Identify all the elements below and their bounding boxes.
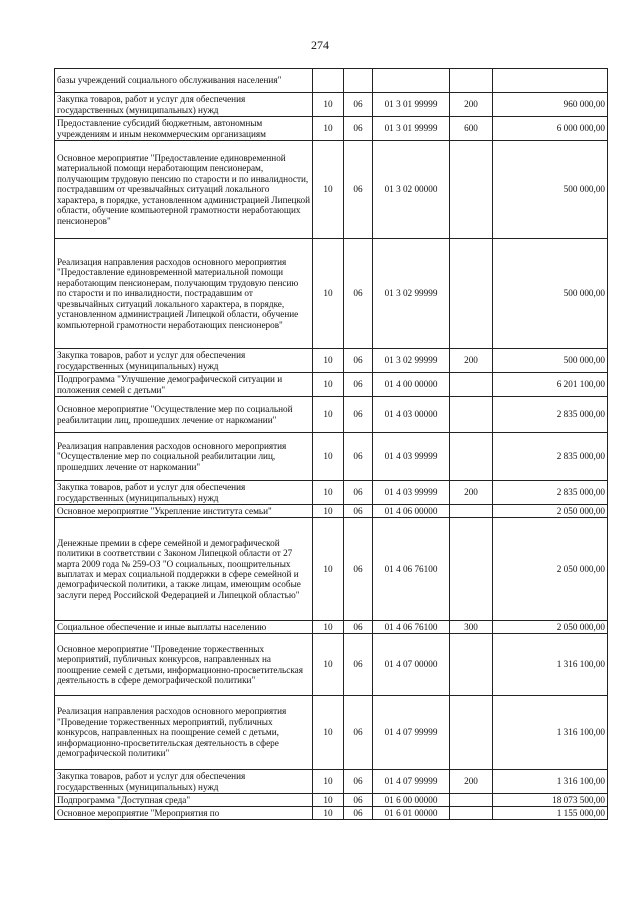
row-subsection-code: 06 xyxy=(344,373,373,397)
row-amount: 18 073 500,00 xyxy=(493,794,608,807)
row-subsection-code: 06 xyxy=(344,807,373,820)
table-row xyxy=(55,518,608,621)
row-expense-type xyxy=(450,69,493,93)
row-expense-type xyxy=(450,141,493,239)
row-amount: 500 000,00 xyxy=(493,239,608,349)
row-section-code: 10 xyxy=(313,794,344,807)
row-subsection-code: 06 xyxy=(344,481,373,505)
page-number: 274 xyxy=(311,38,329,52)
row-section-code: 10 xyxy=(313,518,344,621)
row-description: Основное мероприятие "Проведение торжественных мероприятий, публичных конкурсов, направленных на поощрение семей с детьми, информационно-просветительская деятельность в сфере демографической политики" xyxy=(55,634,313,696)
row-target-article: 01 4 06 00000 xyxy=(373,505,450,518)
row-description: Основное мероприятие "Укрепление института семьи" xyxy=(55,505,313,518)
row-section-code: 10 xyxy=(313,373,344,397)
row-amount: 1 316 100,00 xyxy=(493,634,608,696)
row-amount: 500 000,00 xyxy=(493,141,608,239)
table-row xyxy=(55,239,608,349)
row-description: Социальное обеспечение и иные выплаты населению xyxy=(55,621,313,634)
row-expense-type xyxy=(450,433,493,481)
row-section-code: 10 xyxy=(313,770,344,794)
row-section-code: 10 xyxy=(313,807,344,820)
row-section-code xyxy=(313,69,344,93)
row-amount: 500 000,00 xyxy=(493,349,608,373)
row-subsection-code: 06 xyxy=(344,397,373,433)
row-subsection-code: 06 xyxy=(344,239,373,349)
table-row xyxy=(55,696,608,770)
row-expense-type xyxy=(450,505,493,518)
row-description: Реализация направления расходов основного мероприятия "Проведение торжественных мероприятий, публичных конкурсов, направленных на поощрение семей с детьми, информационно-просветительская деятельность в сфере демографической политики" xyxy=(55,696,313,770)
row-section-code: 10 xyxy=(313,397,344,433)
table-row xyxy=(55,93,608,117)
budget-table-body xyxy=(55,69,608,820)
row-subsection-code: 06 xyxy=(344,634,373,696)
row-target-article: 01 3 01 99999 xyxy=(373,93,450,117)
row-subsection-code: 06 xyxy=(344,794,373,807)
row-amount: 2 050 000,00 xyxy=(493,621,608,634)
row-description: Подпрограмма "Доступная среда" xyxy=(55,794,313,807)
row-amount: 2 835 000,00 xyxy=(493,397,608,433)
table-row xyxy=(55,397,608,433)
row-amount: 960 000,00 xyxy=(493,93,608,117)
row-amount: 2 050 000,00 xyxy=(493,505,608,518)
row-expense-type xyxy=(450,807,493,820)
table-row xyxy=(55,433,608,481)
table-row xyxy=(55,770,608,794)
row-subsection-code: 06 xyxy=(344,621,373,634)
row-expense-type: 300 xyxy=(450,621,493,634)
table-row xyxy=(55,141,608,239)
row-description: Подпрограмма "Улучшение демографической ситуации и положения семей с детьми" xyxy=(55,373,313,397)
row-subsection-code: 06 xyxy=(344,93,373,117)
row-section-code: 10 xyxy=(313,239,344,349)
row-description: Закупка товаров, работ и услуг для обеспечения государственных (муниципальных) нужд xyxy=(55,770,313,794)
row-section-code: 10 xyxy=(313,696,344,770)
row-subsection-code: 06 xyxy=(344,141,373,239)
row-description: Основное мероприятие "Осуществление мер по социальной реабилитации лиц, прошедших лечение от наркомании" xyxy=(55,397,313,433)
row-amount xyxy=(493,69,608,93)
table-row xyxy=(55,505,608,518)
row-description: Реализация направления расходов основного мероприятия "Предоставление единовременной материальной помощи неработающим пенсионерам, получающим трудовую пенсию по старости и по инвалидности, пострадавшим от чрезвычайных ситуаций локального характера, в порядке, установленном администрацией Липецкой области, обучение компьютерной грамотности неработающих пенсионеров" xyxy=(55,239,313,349)
row-description: Закупка товаров, работ и услуг для обеспечения государственных (муниципальных) нужд xyxy=(55,481,313,505)
row-expense-type xyxy=(450,634,493,696)
row-description: Основное мероприятие "Предоставление единовременной материальной помощи неработающим пенсионерам, получающим трудовую пенсию по старости и по инвалидности, пострадавшим от чрезвычайных ситуаций локального характера, в порядке, установленном администрацией Липецкой области, обучение компьютерной грамотности неработающих пенсионеров" xyxy=(55,141,313,239)
row-target-article: 01 4 06 76100 xyxy=(373,621,450,634)
row-subsection-code: 06 xyxy=(344,518,373,621)
row-target-article: 01 3 01 99999 xyxy=(373,117,450,141)
row-section-code: 10 xyxy=(313,349,344,373)
table-row xyxy=(55,69,608,93)
row-amount: 1 155 000,00 xyxy=(493,807,608,820)
row-expense-type: 600 xyxy=(450,117,493,141)
row-description: Основное мероприятие "Мероприятия по xyxy=(55,807,313,820)
row-section-code: 10 xyxy=(313,141,344,239)
row-expense-type xyxy=(450,373,493,397)
row-subsection-code: 06 xyxy=(344,433,373,481)
row-target-article: 01 4 03 99999 xyxy=(373,433,450,481)
row-target-article: 01 4 07 99999 xyxy=(373,696,450,770)
row-description: Закупка товаров, работ и услуг для обеспечения государственных (муниципальных) нужд xyxy=(55,93,313,117)
row-expense-type xyxy=(450,239,493,349)
row-expense-type xyxy=(450,794,493,807)
table-row xyxy=(55,634,608,696)
row-amount: 1 316 100,00 xyxy=(493,770,608,794)
row-amount: 1 316 100,00 xyxy=(493,696,608,770)
row-target-article: 01 4 07 00000 xyxy=(373,634,450,696)
row-expense-type: 200 xyxy=(450,481,493,505)
row-subsection-code: 06 xyxy=(344,117,373,141)
row-target-article xyxy=(373,69,450,93)
table-row xyxy=(55,117,608,141)
row-amount: 6 201 100,00 xyxy=(493,373,608,397)
row-amount: 6 000 000,00 xyxy=(493,117,608,141)
row-expense-type: 200 xyxy=(450,349,493,373)
row-expense-type: 200 xyxy=(450,770,493,794)
row-section-code: 10 xyxy=(313,505,344,518)
row-description: Предоставление субсидий бюджетным, автономным учреждениям и иным некоммерческим организациям xyxy=(55,117,313,141)
row-target-article: 01 4 03 00000 xyxy=(373,397,450,433)
row-amount: 2 835 000,00 xyxy=(493,433,608,481)
row-target-article: 01 4 07 99999 xyxy=(373,770,450,794)
row-expense-type xyxy=(450,696,493,770)
row-target-article: 01 4 00 00000 xyxy=(373,373,450,397)
table-row xyxy=(55,373,608,397)
table-row xyxy=(55,807,608,820)
table-row xyxy=(55,621,608,634)
row-subsection-code: 06 xyxy=(344,770,373,794)
row-section-code: 10 xyxy=(313,93,344,117)
row-expense-type: 200 xyxy=(450,93,493,117)
row-description: Денежные премии в сфере семейной и демографической политики в соответствии с Законом Липецкой области от 27 марта 2009 года № 259-ОЗ "О социальных, поощрительных выплатах и мерах социальной поддержки в сфере семейной и демографической политики, а также лицам, имеющим особые заслуги перед Российской Федерацией и Липецкой областью" xyxy=(55,518,313,621)
row-section-code: 10 xyxy=(313,621,344,634)
row-subsection-code: 06 xyxy=(344,696,373,770)
row-description: базы учреждений социального обслуживания населения" xyxy=(55,69,313,93)
row-target-article: 01 4 06 76100 xyxy=(373,518,450,621)
table-row xyxy=(55,481,608,505)
row-target-article: 01 6 01 00000 xyxy=(373,807,450,820)
row-description: Закупка товаров, работ и услуг для обеспечения государственных (муниципальных) нужд xyxy=(55,349,313,373)
row-section-code: 10 xyxy=(313,433,344,481)
table-row xyxy=(55,794,608,807)
row-target-article: 01 3 02 99999 xyxy=(373,349,450,373)
row-amount: 2 050 000,00 xyxy=(493,518,608,621)
row-section-code: 10 xyxy=(313,634,344,696)
row-subsection-code xyxy=(344,69,373,93)
row-section-code: 10 xyxy=(313,117,344,141)
row-target-article: 01 3 02 00000 xyxy=(373,141,450,239)
row-target-article: 01 3 02 99999 xyxy=(373,239,450,349)
row-description: Реализация направления расходов основного мероприятия "Осуществление мер по социальной реабилитации лиц, прошедших лечение от наркомании" xyxy=(55,433,313,481)
row-subsection-code: 06 xyxy=(344,349,373,373)
table-row xyxy=(55,349,608,373)
row-subsection-code: 06 xyxy=(344,505,373,518)
row-expense-type xyxy=(450,397,493,433)
row-expense-type xyxy=(450,518,493,621)
row-amount: 2 835 000,00 xyxy=(493,481,608,505)
row-target-article: 01 6 00 00000 xyxy=(373,794,450,807)
row-section-code: 10 xyxy=(313,481,344,505)
budget-table xyxy=(54,68,608,820)
row-target-article: 01 4 03 99999 xyxy=(373,481,450,505)
